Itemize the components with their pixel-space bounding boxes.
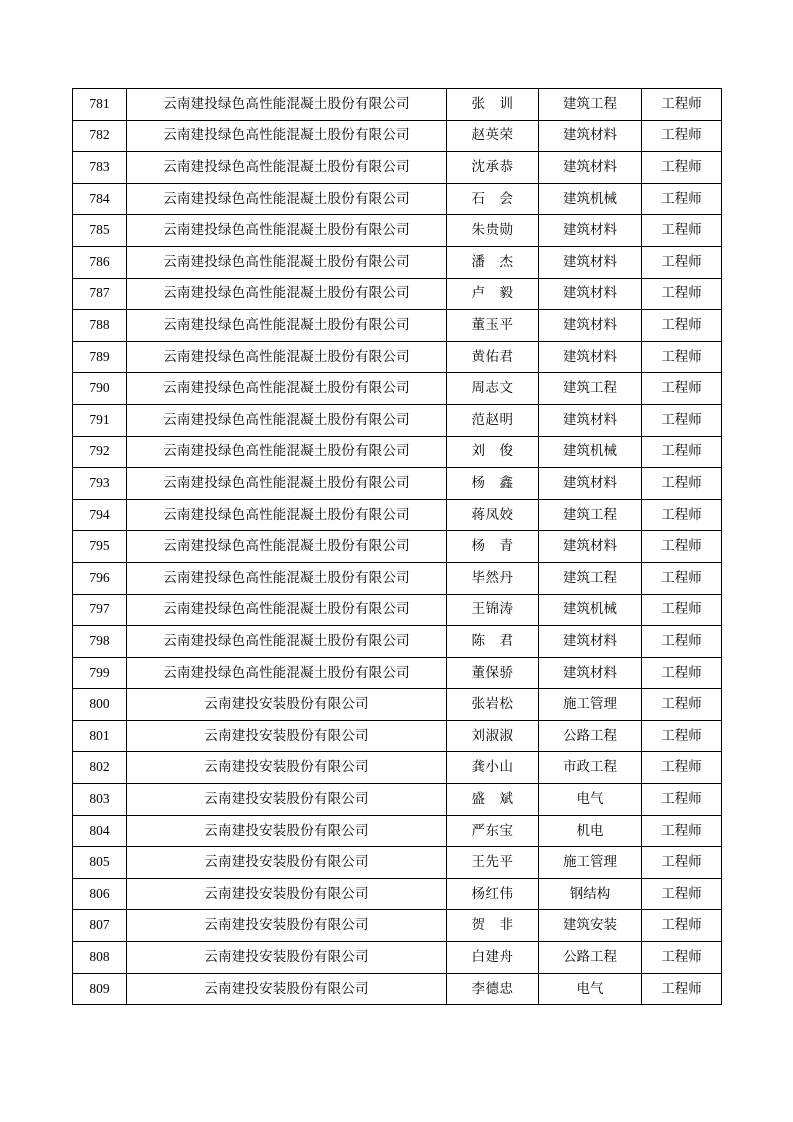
cell-major: 建筑材料: [539, 120, 642, 152]
cell-major: 施工管理: [539, 689, 642, 721]
cell-person-name: 蒋凤姣: [447, 499, 539, 531]
table-row: [73, 784, 722, 816]
cell-person-name: 王锦涛: [447, 594, 539, 626]
cell-sequence-number: 794: [73, 499, 127, 531]
table-row: [73, 878, 722, 910]
cell-sequence-number: 785: [73, 215, 127, 247]
personnel-roster-table: [72, 88, 722, 1005]
cell-sequence-number: 798: [73, 626, 127, 658]
cell-person-name: 赵英荣: [447, 120, 539, 152]
cell-company-name: 云南建投安装股份有限公司: [127, 784, 447, 816]
cell-sequence-number: 806: [73, 878, 127, 910]
table-row: [73, 436, 722, 468]
cell-sequence-number: 808: [73, 942, 127, 974]
cell-sequence-number: 795: [73, 531, 127, 563]
cell-company-name: 云南建投绿色高性能混凝土股份有限公司: [127, 404, 447, 436]
cell-job-title: 工程师: [642, 341, 722, 373]
cell-major: 建筑工程: [539, 89, 642, 121]
cell-sequence-number: 793: [73, 468, 127, 500]
cell-person-name: 董玉平: [447, 310, 539, 342]
cell-sequence-number: 784: [73, 183, 127, 215]
cell-job-title: 工程师: [642, 436, 722, 468]
cell-major: 建筑安装: [539, 910, 642, 942]
cell-company-name: 云南建投绿色高性能混凝土股份有限公司: [127, 657, 447, 689]
cell-sequence-number: 809: [73, 973, 127, 1005]
cell-job-title: 工程师: [642, 89, 722, 121]
cell-job-title: 工程师: [642, 594, 722, 626]
table-row: [73, 120, 722, 152]
cell-company-name: 云南建投绿色高性能混凝土股份有限公司: [127, 89, 447, 121]
cell-person-name: 严东宝: [447, 815, 539, 847]
cell-sequence-number: 787: [73, 278, 127, 310]
cell-sequence-number: 799: [73, 657, 127, 689]
cell-person-name: 朱贵勋: [447, 215, 539, 247]
cell-company-name: 云南建投绿色高性能混凝土股份有限公司: [127, 246, 447, 278]
cell-person-name: 白建舟: [447, 942, 539, 974]
table-row: [73, 531, 722, 563]
cell-company-name: 云南建投安装股份有限公司: [127, 752, 447, 784]
table-row: [73, 373, 722, 405]
cell-job-title: 工程师: [642, 878, 722, 910]
cell-person-name: 龚小山: [447, 752, 539, 784]
cell-major: 建筑机械: [539, 594, 642, 626]
cell-person-name: 张岩松: [447, 689, 539, 721]
cell-job-title: 工程师: [642, 910, 722, 942]
cell-major: 电气: [539, 784, 642, 816]
cell-major: 建筑材料: [539, 404, 642, 436]
table-row: [73, 183, 722, 215]
cell-company-name: 云南建投安装股份有限公司: [127, 689, 447, 721]
cell-company-name: 云南建投绿色高性能混凝土股份有限公司: [127, 436, 447, 468]
cell-job-title: 工程师: [642, 531, 722, 563]
cell-job-title: 工程师: [642, 752, 722, 784]
cell-job-title: 工程师: [642, 784, 722, 816]
cell-person-name: 杨 青: [447, 531, 539, 563]
cell-major: 市政工程: [539, 752, 642, 784]
cell-company-name: 云南建投绿色高性能混凝土股份有限公司: [127, 562, 447, 594]
cell-company-name: 云南建投安装股份有限公司: [127, 815, 447, 847]
cell-job-title: 工程师: [642, 562, 722, 594]
cell-job-title: 工程师: [642, 404, 722, 436]
cell-person-name: 张 训: [447, 89, 539, 121]
cell-company-name: 云南建投绿色高性能混凝土股份有限公司: [127, 373, 447, 405]
cell-company-name: 云南建投安装股份有限公司: [127, 973, 447, 1005]
cell-job-title: 工程师: [642, 310, 722, 342]
cell-person-name: 周志文: [447, 373, 539, 405]
cell-person-name: 范赵明: [447, 404, 539, 436]
cell-company-name: 云南建投绿色高性能混凝土股份有限公司: [127, 341, 447, 373]
table-row: [73, 689, 722, 721]
cell-major: 建筑材料: [539, 246, 642, 278]
cell-job-title: 工程师: [642, 373, 722, 405]
cell-major: 公路工程: [539, 942, 642, 974]
cell-major: 建筑机械: [539, 183, 642, 215]
table-row: [73, 341, 722, 373]
cell-major: 建筑材料: [539, 626, 642, 658]
cell-person-name: 卢 毅: [447, 278, 539, 310]
cell-sequence-number: 791: [73, 404, 127, 436]
table-row: [73, 752, 722, 784]
cell-company-name: 云南建投安装股份有限公司: [127, 942, 447, 974]
cell-company-name: 云南建投绿色高性能混凝土股份有限公司: [127, 310, 447, 342]
cell-job-title: 工程师: [642, 120, 722, 152]
cell-job-title: 工程师: [642, 278, 722, 310]
table-row: [73, 942, 722, 974]
cell-person-name: 石 会: [447, 183, 539, 215]
table-row: [73, 626, 722, 658]
cell-company-name: 云南建投绿色高性能混凝土股份有限公司: [127, 594, 447, 626]
cell-sequence-number: 789: [73, 341, 127, 373]
cell-major: 建筑材料: [539, 278, 642, 310]
cell-sequence-number: 783: [73, 152, 127, 184]
table-row: [73, 89, 722, 121]
cell-major: 建筑材料: [539, 152, 642, 184]
cell-major: 施工管理: [539, 847, 642, 879]
cell-sequence-number: 797: [73, 594, 127, 626]
cell-person-name: 潘 杰: [447, 246, 539, 278]
cell-major: 建筑材料: [539, 215, 642, 247]
cell-company-name: 云南建投绿色高性能混凝土股份有限公司: [127, 278, 447, 310]
cell-sequence-number: 796: [73, 562, 127, 594]
cell-job-title: 工程师: [642, 689, 722, 721]
cell-job-title: 工程师: [642, 246, 722, 278]
cell-job-title: 工程师: [642, 215, 722, 247]
cell-sequence-number: 802: [73, 752, 127, 784]
table-row: [73, 310, 722, 342]
cell-company-name: 云南建投绿色高性能混凝土股份有限公司: [127, 531, 447, 563]
cell-major: 建筑材料: [539, 531, 642, 563]
cell-person-name: 陈 君: [447, 626, 539, 658]
cell-major: 机电: [539, 815, 642, 847]
table-row: [73, 815, 722, 847]
cell-job-title: 工程师: [642, 657, 722, 689]
cell-major: 建筑工程: [539, 499, 642, 531]
cell-person-name: 李德忠: [447, 973, 539, 1005]
cell-major: 建筑工程: [539, 373, 642, 405]
cell-major: 建筑材料: [539, 310, 642, 342]
cell-company-name: 云南建投绿色高性能混凝土股份有限公司: [127, 120, 447, 152]
table-row: [73, 973, 722, 1005]
cell-company-name: 云南建投绿色高性能混凝土股份有限公司: [127, 215, 447, 247]
cell-sequence-number: 781: [73, 89, 127, 121]
table-row: [73, 246, 722, 278]
table-row: [73, 215, 722, 247]
table-row: [73, 720, 722, 752]
cell-company-name: 云南建投安装股份有限公司: [127, 847, 447, 879]
table-row: [73, 499, 722, 531]
cell-company-name: 云南建投安装股份有限公司: [127, 910, 447, 942]
cell-person-name: 沈承恭: [447, 152, 539, 184]
cell-job-title: 工程师: [642, 499, 722, 531]
table-row: [73, 910, 722, 942]
cell-company-name: 云南建投安装股份有限公司: [127, 720, 447, 752]
cell-company-name: 云南建投绿色高性能混凝土股份有限公司: [127, 626, 447, 658]
cell-major: 钢结构: [539, 878, 642, 910]
cell-person-name: 董保骄: [447, 657, 539, 689]
cell-sequence-number: 788: [73, 310, 127, 342]
cell-sequence-number: 790: [73, 373, 127, 405]
cell-person-name: 毕然丹: [447, 562, 539, 594]
cell-company-name: 云南建投绿色高性能混凝土股份有限公司: [127, 468, 447, 500]
cell-sequence-number: 803: [73, 784, 127, 816]
cell-person-name: 贺 非: [447, 910, 539, 942]
cell-sequence-number: 782: [73, 120, 127, 152]
cell-job-title: 工程师: [642, 815, 722, 847]
cell-job-title: 工程师: [642, 152, 722, 184]
cell-person-name: 盛 斌: [447, 784, 539, 816]
table-row: [73, 562, 722, 594]
cell-company-name: 云南建投绿色高性能混凝土股份有限公司: [127, 152, 447, 184]
cell-major: 公路工程: [539, 720, 642, 752]
cell-major: 电气: [539, 973, 642, 1005]
cell-major: 建筑材料: [539, 468, 642, 500]
cell-sequence-number: 805: [73, 847, 127, 879]
cell-sequence-number: 807: [73, 910, 127, 942]
cell-job-title: 工程师: [642, 847, 722, 879]
cell-sequence-number: 804: [73, 815, 127, 847]
cell-sequence-number: 786: [73, 246, 127, 278]
table-row: [73, 404, 722, 436]
table-row: [73, 657, 722, 689]
cell-company-name: 云南建投安装股份有限公司: [127, 878, 447, 910]
cell-sequence-number: 800: [73, 689, 127, 721]
table-row: [73, 152, 722, 184]
table-row: [73, 594, 722, 626]
cell-person-name: 杨 鑫: [447, 468, 539, 500]
cell-company-name: 云南建投绿色高性能混凝土股份有限公司: [127, 499, 447, 531]
cell-major: 建筑工程: [539, 562, 642, 594]
table-row: [73, 468, 722, 500]
cell-sequence-number: 792: [73, 436, 127, 468]
cell-job-title: 工程师: [642, 942, 722, 974]
cell-major: 建筑材料: [539, 657, 642, 689]
cell-person-name: 杨红伟: [447, 878, 539, 910]
cell-major: 建筑材料: [539, 341, 642, 373]
cell-person-name: 黄佑君: [447, 341, 539, 373]
table-body: [73, 89, 722, 1005]
table-row: [73, 847, 722, 879]
table-row: [73, 278, 722, 310]
cell-person-name: 刘 俊: [447, 436, 539, 468]
cell-person-name: 王先平: [447, 847, 539, 879]
cell-job-title: 工程师: [642, 626, 722, 658]
cell-job-title: 工程师: [642, 183, 722, 215]
cell-sequence-number: 801: [73, 720, 127, 752]
cell-major: 建筑机械: [539, 436, 642, 468]
cell-company-name: 云南建投绿色高性能混凝土股份有限公司: [127, 183, 447, 215]
cell-job-title: 工程师: [642, 468, 722, 500]
cell-job-title: 工程师: [642, 720, 722, 752]
cell-person-name: 刘淑淑: [447, 720, 539, 752]
cell-job-title: 工程师: [642, 973, 722, 1005]
